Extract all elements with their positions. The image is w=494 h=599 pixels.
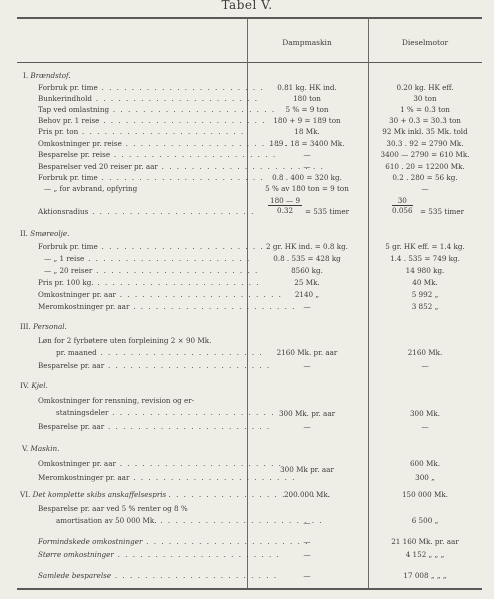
row-label: Omkostninger pr. aar . . . bbox=[38, 291, 282, 298]
row-label-continued: statningsdeler . . . bbox=[56, 409, 275, 416]
cell-steam: — bbox=[303, 518, 311, 527]
row-label: Behov pr. 1 reise . . . bbox=[38, 117, 266, 124]
cell-diesel: 3 852 „ bbox=[411, 302, 439, 311]
cell-diesel: 0.2 . 280 = 56 kg. bbox=[392, 173, 458, 182]
section-number: I. bbox=[23, 71, 29, 80]
row-label: — „ 20 reiser . . . bbox=[44, 267, 259, 274]
cell-diesel: 610 . 20 = 12200 Mk. bbox=[385, 162, 465, 171]
cell-diesel: 5 992 „ bbox=[411, 290, 439, 299]
row-label: Omkostninger pr. reise . . . bbox=[38, 140, 288, 147]
row-label: Meromkostninger pr. aar . . . bbox=[38, 303, 296, 310]
cell-steam: 2 gr. HK ind. = 0.8 kg. bbox=[266, 242, 348, 251]
bottom-rule bbox=[17, 588, 482, 590]
header-diesel: Dieselmotor bbox=[401, 38, 449, 47]
cell-steam: 2140 „ bbox=[294, 290, 320, 299]
row-label: Aktionsradius . . . bbox=[38, 208, 255, 215]
cell-steam: 0.8 . 535 = 428 kg bbox=[273, 254, 341, 263]
row-label-continued: amortisation av 50 000 Mk. . . . bbox=[56, 517, 323, 524]
cell-diesel: 1 % = 0.3 ton bbox=[400, 105, 450, 114]
section-heading bbox=[20, 230, 69, 237]
column-divider-2 bbox=[368, 18, 369, 588]
fraction-denominator: 0.056 bbox=[392, 206, 413, 216]
section-heading bbox=[23, 72, 71, 79]
cell-diesel: 30 + 0.3 = 30.3 ton bbox=[389, 116, 461, 125]
cell-diesel: 300 „ bbox=[415, 473, 435, 482]
cell-steam: 180 ton bbox=[293, 94, 321, 103]
row-label: — „ for avbrand, opfyring bbox=[44, 184, 138, 193]
cell-diesel: 6 500 „ bbox=[411, 516, 439, 525]
cell-diesel: 92 Mk inkl. 35 Mk. told bbox=[382, 127, 468, 136]
cell-steam: — bbox=[303, 150, 311, 159]
cell-diesel: — bbox=[421, 184, 429, 193]
cell-diesel: 40 Mk. bbox=[412, 278, 438, 287]
section-title: Kjel. bbox=[31, 381, 48, 390]
section-number: VI. bbox=[20, 490, 31, 499]
section-number: II. bbox=[20, 229, 28, 238]
section-title: Personal. bbox=[33, 322, 67, 331]
section-title: Brændstof. bbox=[30, 71, 71, 80]
cell-steam: 18 Mk. bbox=[294, 127, 320, 136]
section-title: Smøreolje. bbox=[30, 229, 70, 238]
row-label: Omkostninger for rensning, revision og er- bbox=[38, 396, 195, 405]
cell-steam: — bbox=[303, 537, 311, 546]
cell-diesel: 300 Mk. bbox=[409, 409, 440, 418]
cell-diesel: = 535 timer bbox=[420, 207, 465, 216]
section-heading bbox=[20, 382, 48, 389]
section-heading bbox=[22, 445, 59, 452]
cell-steam: = 535 timer bbox=[305, 207, 350, 216]
header-steam: Dampmaskin bbox=[282, 38, 332, 47]
row-label: Besparelse pr. aar . . . bbox=[38, 362, 271, 369]
row-label: Bunkerindhold . . . bbox=[38, 95, 259, 102]
row-label-continued: pr. maaned . . . bbox=[56, 349, 263, 356]
cell-diesel: 21 160 Mk. pr. aar bbox=[391, 537, 459, 546]
cell-steam: — bbox=[303, 162, 311, 171]
cell-diesel: 3400 — 2790 = 610 Mk. bbox=[380, 150, 470, 159]
cell-diesel: 600 Mk. bbox=[409, 459, 440, 468]
row-label: Samlede besparelse . . . bbox=[38, 572, 278, 579]
cell-steam: 25 Mk. bbox=[294, 278, 320, 287]
table-title: Tabel V. bbox=[221, 0, 273, 12]
cell-diesel: 2160 Mk. bbox=[407, 348, 443, 357]
cell-steam: 300 Mk. pr. aar bbox=[278, 409, 336, 418]
cell-steam: 0.81 kg. HK ind. bbox=[277, 83, 337, 92]
cell-steam: 5 % = 9 ton bbox=[285, 105, 329, 114]
row-label: Besparelser ved 20 reiser pr. aar . . . bbox=[38, 163, 324, 170]
cell-diesel: 150 000 Mk. bbox=[401, 490, 448, 499]
row-label: Løn for 2 fyrbøtere uten forpleining 2 × 90 Mk. bbox=[38, 336, 212, 345]
cell-steam: — bbox=[303, 361, 311, 370]
cell-steam: — bbox=[303, 302, 311, 311]
row-label: Forbruk pr. time . . . bbox=[38, 84, 264, 91]
cell-steam: — bbox=[303, 550, 311, 559]
cell-steam: — bbox=[303, 422, 311, 431]
cell-steam: 8560 kg. bbox=[291, 266, 323, 275]
row-label: Besparelse pr. aar . . . bbox=[38, 423, 271, 430]
row-label: — „ 1 reise . . . bbox=[44, 255, 251, 262]
cell-steam: 180 + 9 = 189 ton bbox=[273, 116, 341, 125]
cell-diesel: 17 008 „ „ „ bbox=[403, 571, 447, 580]
row-label: Pris pr. 100 kg. . . . bbox=[38, 279, 260, 286]
section-heading bbox=[20, 323, 67, 330]
row-label: Besparelse pr. aar ved 5 % renter og 8 % bbox=[38, 504, 188, 513]
top-rule bbox=[17, 17, 482, 19]
cell-diesel: 4 152 „ „ „ bbox=[405, 550, 445, 559]
cell-steam: 0.8 . 400 = 320 kg. bbox=[272, 173, 342, 182]
fraction-steam bbox=[268, 197, 302, 214]
row-label: Formindskede omkostninger . . . bbox=[38, 538, 309, 545]
row-label: Pris pr. ton . . . bbox=[38, 128, 245, 135]
section-number: III. bbox=[20, 322, 31, 331]
cell-diesel: 14 980 kg. bbox=[405, 266, 445, 275]
section-number: V. bbox=[22, 444, 29, 453]
fraction-numerator: 30 bbox=[392, 197, 413, 206]
section-title: Det komplette skibs anskaffelsespris bbox=[32, 490, 167, 499]
row-label: Meromkostninger pr. aar . . . bbox=[38, 474, 296, 481]
cell-diesel: 5 gr. HK eff. = 1.4 kg. bbox=[385, 242, 465, 251]
cell-steam: 2160 Mk. pr. aar bbox=[276, 348, 338, 357]
row-label: Tap ved omlastning . . . bbox=[38, 106, 276, 113]
section-title: Maskin. bbox=[30, 444, 60, 453]
cell-diesel: 30.3 . 92 = 2790 Mk. bbox=[386, 139, 464, 148]
fraction-denominator: 0.32 bbox=[277, 206, 294, 216]
cell-steam: 5 % av 180 ton = 9 ton bbox=[265, 184, 349, 193]
cell-diesel: 30 ton bbox=[413, 94, 437, 103]
cell-steam: — bbox=[303, 571, 311, 580]
row-label: Besparelse pr. reise . . . bbox=[38, 151, 277, 158]
fraction-numerator: 180 — 9 bbox=[270, 196, 301, 205]
header-rule bbox=[17, 62, 482, 63]
section-number: IV. bbox=[20, 381, 30, 390]
cell-diesel: — bbox=[421, 361, 429, 370]
cell-diesel: 1.4 . 535 = 749 kg. bbox=[390, 254, 460, 263]
row-label: Forbruk pr. time . . . bbox=[38, 174, 264, 181]
cell-steam: 189 . 18 = 3400 Mk. bbox=[269, 139, 345, 148]
cell-steam: 300 Mk pr. aar bbox=[280, 465, 334, 474]
row-label: Forbruk pr. time . . . bbox=[38, 243, 264, 250]
cell-steam: 200 000 Mk. bbox=[283, 490, 330, 499]
cell-diesel: — bbox=[421, 422, 429, 431]
row-label: Større omkostninger . . . bbox=[38, 551, 280, 558]
cell-diesel: 0.20 kg. HK eff. bbox=[396, 83, 454, 92]
fraction-diesel bbox=[392, 197, 413, 214]
row-label: Omkostninger pr. aar . . . bbox=[38, 460, 282, 467]
